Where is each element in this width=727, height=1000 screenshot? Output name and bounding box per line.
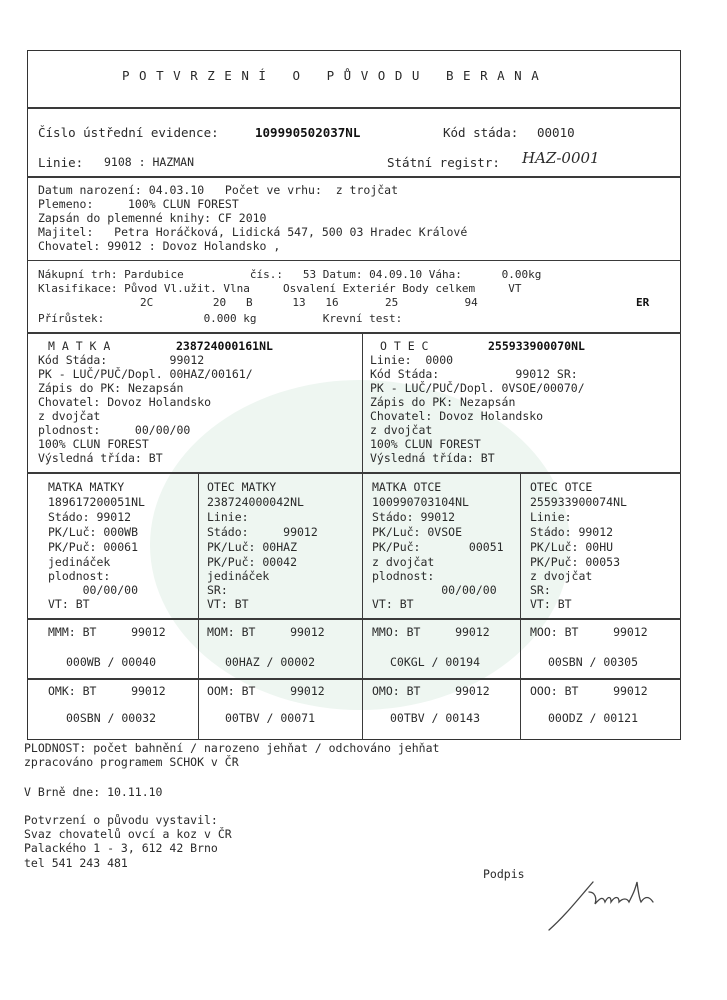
parents-divider [27, 472, 681, 474]
grandparent-line: Stádo: 99012 [207, 525, 318, 539]
purchase-line-2: Klasifikace: Původ Vl.užit. Vlna Osvalení Exteriér Body celkem VT [38, 282, 522, 295]
grandparent-line: jedináček [207, 569, 270, 583]
linie-value: 9108 : HAZMAN [104, 155, 195, 169]
great-cell-b: C0KGL / 00194 [390, 655, 481, 669]
grandparent-line: Linie: [530, 510, 572, 524]
issuer-tel: tel 541 243 481 [24, 856, 128, 870]
grandparent-line: Stádo: 99012 [372, 510, 456, 524]
grandparent-line: 00/00/00 [372, 583, 497, 597]
grandparent-line: z dvojčat [530, 569, 593, 583]
document-title: P O T V R Z E N Í O P Ů V O D U B E R A N A [122, 68, 540, 83]
grandparent-line: PK/Luč: 00HU [530, 540, 614, 554]
matka-line: Zápis do PK: Nezapsán [38, 381, 184, 395]
kod-stada-value: 00010 [537, 125, 575, 140]
birth-line-2: Plemeno: 100% CLUN FOREST [38, 197, 239, 211]
grandparent-line: SR: [530, 583, 551, 597]
grandparent-line: Stádo: 99012 [48, 510, 132, 524]
purchase-line-1: Nákupní trh: Pardubice čís.: 53 Datum: 04.09.10 Váha: 0.00kg [38, 268, 542, 281]
registr-label: Státní registr: [387, 155, 500, 170]
program-note: zpracováno programem SCHOK v ČR [24, 755, 239, 769]
signature [545, 868, 675, 938]
grandparent-line: PK/Puč: 00053 [530, 555, 621, 569]
otec-number: 255933900070NL [488, 339, 585, 353]
great-cell-a: OMO: BT 99012 [372, 684, 490, 698]
great-cell-a: MOM: BT 99012 [207, 625, 325, 639]
great-cell-b: 00TBV / 00071 [225, 711, 316, 725]
grandparent-line: plodnost: [372, 569, 435, 583]
grand-vline-1 [198, 472, 199, 740]
grandparent-line: PK/Luč: 00HAZ [207, 540, 298, 554]
great-cell-b: 000WB / 00040 [66, 655, 157, 669]
great-cell-a: OOM: BT 99012 [207, 684, 325, 698]
otec-line: Výsledná třída: BT [370, 451, 495, 465]
title-divider [27, 107, 681, 109]
ustredni-label: Číslo ústřední evidence: [38, 125, 219, 140]
grandparent-line: PK/Puč: 00061 [48, 540, 139, 554]
kod-stada-label: Kód stáda: [443, 125, 519, 140]
great-cell-b: 00SBN / 00305 [548, 655, 639, 669]
registr-value: HAZ-0001 [522, 149, 600, 167]
matka-line: PK - LUČ/PUČ/Dopl. 00HAZ/00161/ [38, 367, 253, 381]
otec-line: Chovatel: Dovoz Holandsko [370, 409, 544, 423]
matka-line: Chovatel: Dovoz Holandsko [38, 395, 212, 409]
podpis-label: Podpis [483, 867, 525, 881]
matka-line: Kód Stáda: 99012 [38, 353, 205, 367]
grandparent-line: jedináček [48, 555, 111, 569]
otec-line: 100% CLUN FOREST [370, 437, 481, 451]
grandparent-line: plodnost: [48, 569, 111, 583]
grandparent-line: z dvojčat [372, 555, 435, 569]
otec-label: O T E C [380, 339, 429, 353]
grandparent-line: 255933900074NL [530, 495, 627, 509]
great-cell-a: MOO: BT 99012 [530, 625, 648, 639]
matka-number: 238724000161NL [176, 339, 273, 353]
classification-values: 2C 20 B 13 16 25 94 [140, 296, 478, 309]
matka-label: M A T K A [48, 339, 111, 353]
matka-line: plodnost: 00/00/00 [38, 423, 191, 437]
grand-vline-2 [362, 472, 363, 740]
great-cell-a: OMK: BT 99012 [48, 684, 166, 698]
grandparent-line: VT: BT [207, 597, 249, 611]
great-cell-a: MMO: BT 99012 [372, 625, 490, 639]
birth-line-3: Zapsán do plemenné knihy: CF 2010 [38, 211, 267, 225]
grandparent-line: 100990703104NL [372, 495, 469, 509]
prirustek-line: Přírůstek: 0.000 kg Krevní test: [38, 312, 403, 325]
purchase-divider [27, 332, 681, 334]
header-divider [27, 176, 681, 178]
grandparent-line: PK/Luč: 000WB [48, 525, 139, 539]
plodnost-legend: PLODNOST: počet bahnění / narozeno jehňat / odchováno jehňat [24, 741, 440, 755]
issued-by: Potvrzení o původu vystavil: [24, 813, 218, 827]
grandparent-label: MATKA MATKY [48, 480, 125, 494]
great-cell-b: 00TBV / 00143 [390, 711, 481, 725]
grandparents-divider [27, 618, 681, 620]
great-cell-a: OOO: BT 99012 [530, 684, 648, 698]
grand-vline-3 [520, 472, 521, 740]
great-cell-b: 00SBN / 00032 [66, 711, 157, 725]
issuer-address: Palackého 1 - 3, 612 42 Brno [24, 841, 218, 855]
great-cell-b: 00HAZ / 00002 [225, 655, 316, 669]
grandparent-line: Stádo: 99012 [530, 525, 614, 539]
linie-label: Linie: [38, 155, 84, 170]
otec-line: Linie: 0000 [370, 353, 454, 367]
grandparent-line: VT: BT [48, 597, 90, 611]
grandparent-line: PK/Puč: 00042 [207, 555, 298, 569]
grandparent-line: PK/Luč: 0VSOE [372, 525, 463, 539]
classification-er: ER [636, 296, 650, 309]
great-cell-a: MMM: BT 99012 [48, 625, 166, 639]
grandparent-line: 189617200051NL [48, 495, 145, 509]
grandparent-line: VT: BT [530, 597, 572, 611]
grandparent-line: 00/00/00 [48, 583, 139, 597]
great-cell-b: 00ODZ / 00121 [548, 711, 639, 725]
otec-line: Kód Stáda: 99012 SR: [370, 367, 578, 381]
otec-line: z dvojčat [370, 423, 433, 437]
grandparent-line: Linie: [207, 510, 249, 524]
grandparent-line: SR: [207, 583, 228, 597]
matka-line: 100% CLUN FOREST [38, 437, 149, 451]
place-date: V Brně dne: 10.11.10 [24, 785, 163, 799]
grandparent-line: PK/Puč: 00051 [372, 540, 504, 554]
birth-line-1: Datum narození: 04.03.10 Počet ve vrhu: z trojčat [38, 183, 399, 197]
birth-line-5: Chovatel: 99012 : Dovoz Holandsko , [38, 239, 281, 253]
birth-line-4: Majitel: Petra Horáčková, Lidická 547, 500 03 Hradec Králové [38, 225, 468, 239]
grandparent-label: OTEC OTCE [530, 480, 593, 494]
grandparent-line: VT: BT [372, 597, 414, 611]
great-divider [27, 678, 681, 680]
matka-line: z dvojčat [38, 409, 101, 423]
otec-line: Zápis do PK: Nezapsán [370, 395, 516, 409]
grandparent-label: OTEC MATKY [207, 480, 277, 494]
ustredni-value: 109990502037NL [255, 125, 361, 140]
grandparent-line: 238724000042NL [207, 495, 304, 509]
parents-vertical-divider [362, 332, 363, 472]
otec-line: PK - LUČ/PUČ/Dopl. 0VSOE/00070/ [370, 381, 585, 395]
issuer-org: Svaz chovatelů ovcí a koz v ČR [24, 827, 232, 841]
grandparent-label: MATKA OTCE [372, 480, 442, 494]
matka-line: Výsledná třída: BT [38, 451, 163, 465]
birth-divider [27, 260, 681, 261]
